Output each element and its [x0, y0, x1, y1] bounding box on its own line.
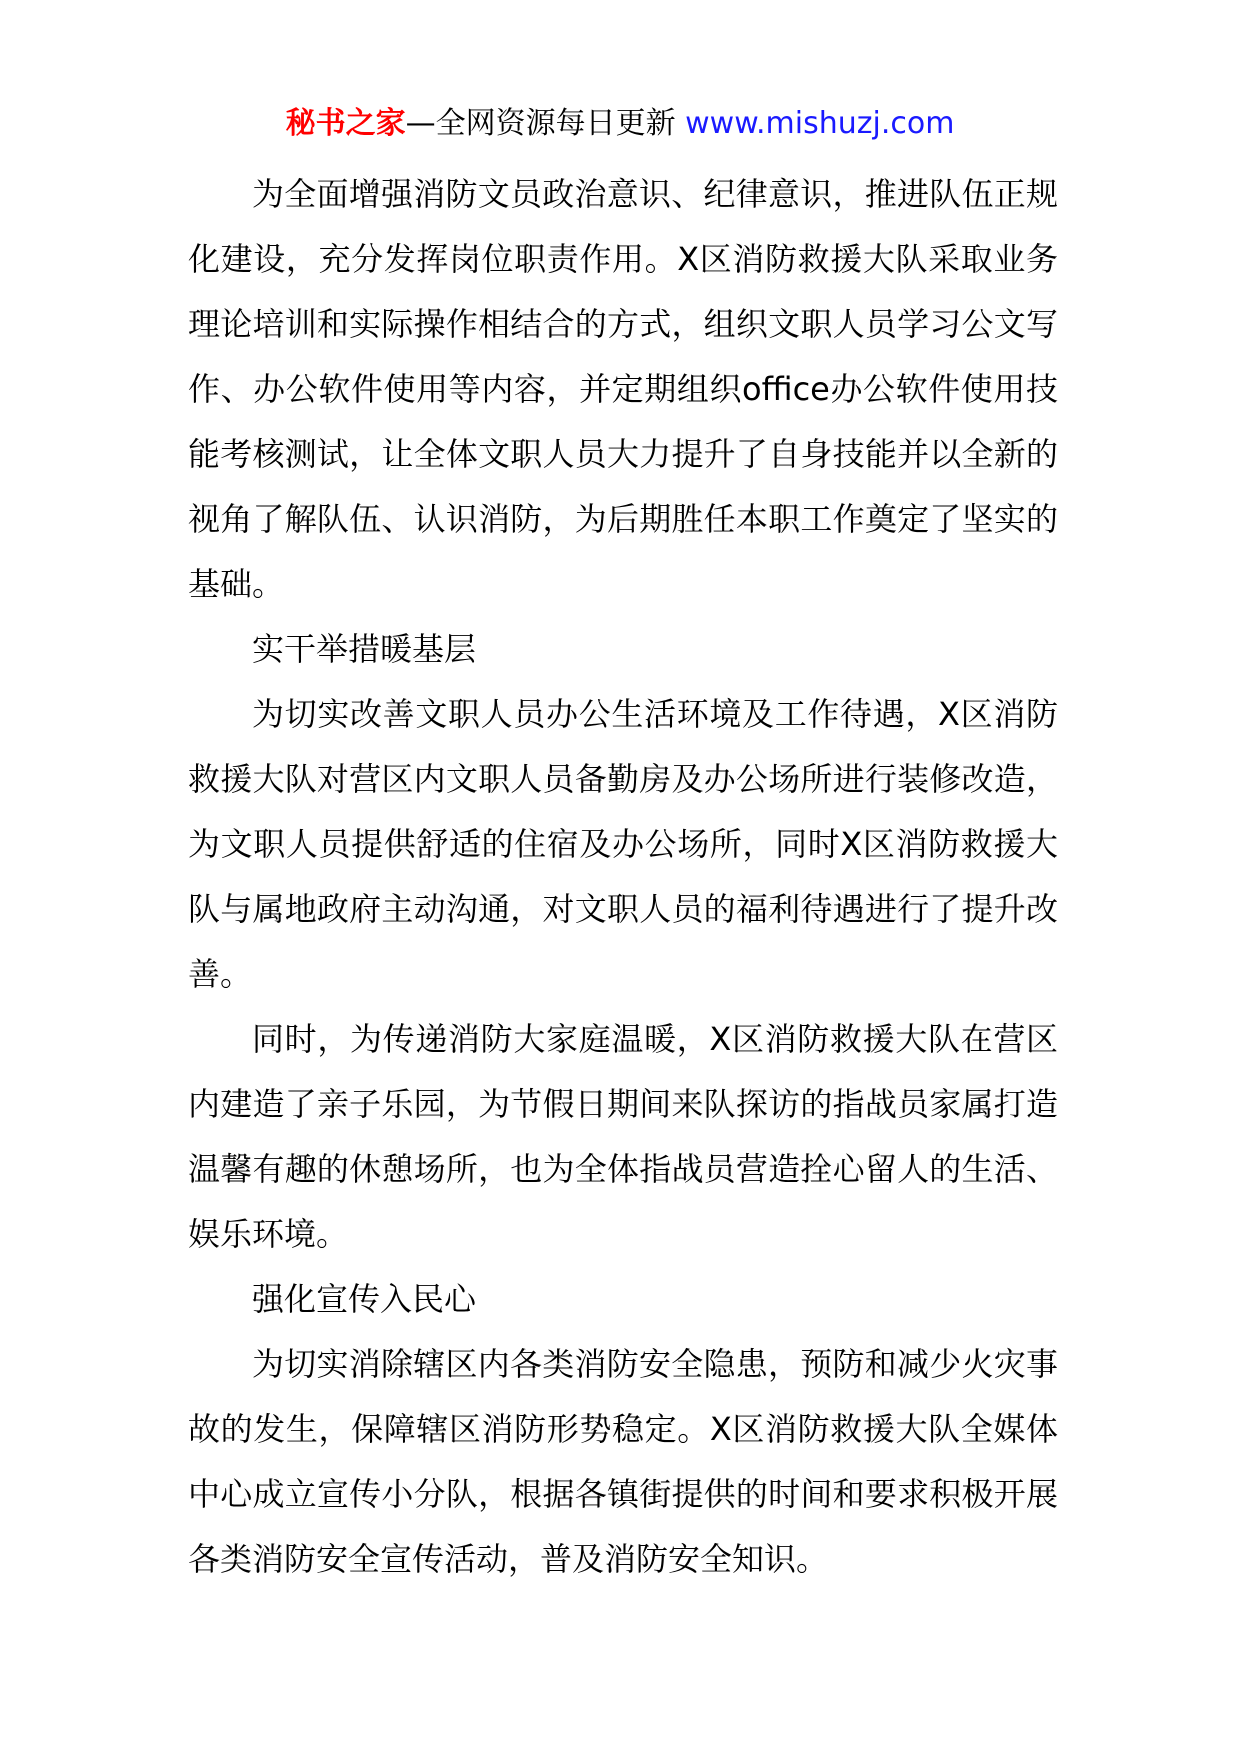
page-header: [0, 104, 1240, 144]
brand-name: 秘书之家: [285, 106, 406, 141]
section-heading-publicity: 强化宣传入民心: [252, 1280, 477, 1318]
section-heading-grassroots: 实干举措暖基层: [252, 630, 477, 668]
paragraph-environment: 为切实改善文职人员办公生活环境及工作待遇，X区消防救援大队对营区内文职人员备勤房及办公场所进行装修改造，为文职人员提供舒适的住宿及办公场所，同时X区消防救援大队与属地政府主动沟通，对文职人员的福利待遇进行了提升改善。: [188, 695, 1058, 993]
site-url-link[interactable]: www.mishuzj.com: [685, 106, 955, 141]
document-body: [188, 162, 1058, 1592]
paragraph-safety-publicity: 为切实消除辖区内各类消防安全隐患，预防和减少火灾事故的发生，保障辖区消防形势稳定。X区消防救援大队全媒体中心成立宣传小分队，根据各镇街提供的时间和要求积极开展各类消防安全宣传活动，普及消防安全知识。: [188, 1345, 1058, 1578]
paragraph-family-park: 同时，为传递消防大家庭温暖，X区消防救援大队在营区内建造了亲子乐园，为节假日期间来队探访的指战员家属打造温馨有趣的休憩场所，也为全体指战员营造拴心留人的生活、娱乐环境。: [188, 1020, 1058, 1253]
header-tagline: —全网资源每日更新: [405, 106, 676, 141]
paragraph-training: 为全面增强消防文员政治意识、纪律意识，推进队伍正规化建设，充分发挥岗位职责作用。X区消防救援大队采取业务理论培训和实际操作相结合的方式，组织文职人员学习公文写作、办公软件使用等内容，并定期组织office办公软件使用技能考核测试，让全体文职人员大力提升了自身技能并以全新的视角了解队伍、认识消防，为后期胜任本职工作奠定了坚实的基础。: [188, 175, 1058, 603]
